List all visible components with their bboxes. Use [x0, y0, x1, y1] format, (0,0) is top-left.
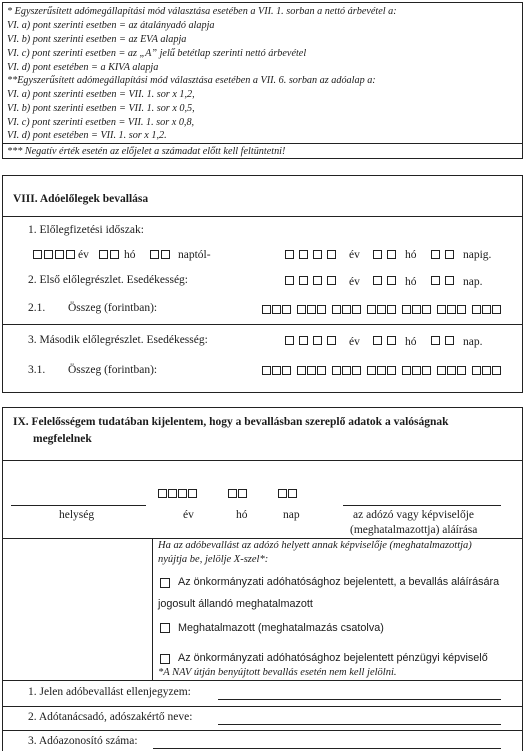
- amount-digit-box[interactable]: [422, 366, 431, 375]
- day-label: naptól-: [178, 249, 211, 261]
- digit-box[interactable]: [387, 250, 396, 259]
- amount-digit-box[interactable]: [412, 305, 421, 314]
- amount-digit-box[interactable]: [307, 305, 316, 314]
- note-line: VI. b) pont szerinti esetben = az EVA alapja: [7, 34, 187, 45]
- digit-box[interactable]: [299, 336, 308, 345]
- option-label: Az önkormányzati adóhatósághoz bejelentett pénzügyi képviselő: [178, 652, 488, 664]
- digit-box[interactable]: [99, 250, 108, 259]
- amount-digit-box[interactable]: [457, 366, 466, 375]
- amount-digit-box[interactable]: [387, 366, 396, 375]
- signature-label: az adózó vagy képviselője: [353, 509, 475, 521]
- tax-id-input[interactable]: [153, 748, 501, 749]
- amount-digit-box[interactable]: [282, 366, 291, 375]
- note-line: * Egyszerűsített adómegállapítási mód választása esetében a VII. 1. sorban a nettó árbevétel a:: [7, 6, 397, 17]
- signature-line: [343, 505, 501, 506]
- place-label: helység: [59, 509, 95, 521]
- amount-digit-box[interactable]: [402, 305, 411, 314]
- amount-digit-box[interactable]: [352, 366, 361, 375]
- amount-digit-box[interactable]: [272, 366, 281, 375]
- amount-label: Összeg (forintban):: [68, 364, 158, 376]
- row-number: 3.1.: [28, 364, 46, 376]
- digit-box[interactable]: [313, 276, 322, 285]
- section-ix-title: IX. Felelősségem tudatában kijelentem, hogy a bevallásban szereplő adatok a valóságnak: [13, 416, 449, 428]
- digit-box[interactable]: [299, 250, 308, 259]
- footnote: *A NAV útján benyújtott bevallás esetén nem kell jelölni.: [158, 667, 397, 678]
- amount-digit-box[interactable]: [422, 305, 431, 314]
- date-digit-box[interactable]: [178, 489, 187, 498]
- year-label: év: [349, 249, 360, 261]
- advisor-name-input[interactable]: [218, 724, 501, 725]
- month-label: hó: [405, 249, 417, 261]
- amount-digit-box[interactable]: [297, 366, 306, 375]
- digit-box[interactable]: [66, 250, 75, 259]
- digit-box[interactable]: [431, 250, 440, 259]
- month-label: hó: [236, 509, 248, 521]
- divider: [3, 680, 522, 681]
- digit-box[interactable]: [373, 250, 382, 259]
- digit-box[interactable]: [55, 250, 64, 259]
- month-label: hó: [405, 276, 417, 288]
- countersign-input[interactable]: [218, 699, 501, 700]
- amount-digit-box[interactable]: [482, 366, 491, 375]
- amount-digit-box[interactable]: [342, 305, 351, 314]
- option-label: jogosult állandó meghatalmazott: [158, 598, 313, 610]
- digit-box[interactable]: [431, 276, 440, 285]
- amount-digit-box[interactable]: [377, 366, 386, 375]
- divider: [3, 143, 522, 144]
- notes-box: [2, 2, 523, 159]
- divider: [3, 730, 522, 731]
- year-label: év: [183, 509, 194, 521]
- amount-digit-box[interactable]: [402, 366, 411, 375]
- countersign-label: 1. Jelen adóbevallást ellenjegyzem:: [28, 686, 191, 698]
- divider: [3, 216, 522, 217]
- divider: [3, 324, 522, 325]
- amount-digit-box[interactable]: [342, 366, 351, 375]
- day-label: nap.: [463, 276, 483, 288]
- date-digit-box[interactable]: [278, 489, 287, 498]
- place-line: [11, 505, 146, 506]
- notes-footer: *** Negatív érték esetén az előjelet a számadat előtt kell feltüntetni!: [7, 146, 286, 157]
- digit-box[interactable]: [161, 250, 170, 259]
- note-line: VI. c) pont szerinti esetben = VII. 1. sor x 0,8,: [7, 117, 195, 128]
- amount-digit-box[interactable]: [377, 305, 386, 314]
- date-digit-box[interactable]: [228, 489, 237, 498]
- amount-digit-box[interactable]: [472, 305, 481, 314]
- amount-digit-box[interactable]: [352, 305, 361, 314]
- amount-digit-box[interactable]: [457, 305, 466, 314]
- note-line: VI. d) pont esetében = a KIVA alapja: [7, 62, 159, 73]
- amount-digit-box[interactable]: [447, 305, 456, 314]
- amount-digit-box[interactable]: [272, 305, 281, 314]
- amount-digit-box[interactable]: [482, 305, 491, 314]
- amount-digit-box[interactable]: [317, 305, 326, 314]
- digit-box[interactable]: [299, 276, 308, 285]
- advisor-name-label: 2. Adótanácsadó, adószakértő neve:: [28, 711, 193, 723]
- note-line: VI. b) pont szerinti esetben = VII. 1. sor x 0,5,: [7, 103, 195, 114]
- option-label: Meghatalmazott (meghatalmazás csatolva): [178, 622, 384, 634]
- amount-digit-box[interactable]: [447, 366, 456, 375]
- section-ix: [2, 407, 523, 751]
- divider: [3, 538, 522, 539]
- divider: [3, 706, 522, 707]
- amount-digit-box[interactable]: [332, 366, 341, 375]
- row-number: 2.1.: [28, 302, 46, 314]
- month-label: hó: [405, 336, 417, 348]
- digit-box[interactable]: [313, 250, 322, 259]
- amount-digit-box[interactable]: [387, 305, 396, 314]
- year-label: év: [349, 336, 360, 348]
- amount-digit-box[interactable]: [412, 366, 421, 375]
- option-label: Az önkormányzati adóhatósághoz bejelentett, a bevallás aláírására: [178, 576, 500, 588]
- amount-label: Összeg (forintban):: [68, 302, 158, 314]
- amount-digit-box[interactable]: [437, 305, 446, 314]
- year-label: év: [349, 276, 360, 288]
- digit-box[interactable]: [285, 336, 294, 345]
- amount-digit-box[interactable]: [367, 305, 376, 314]
- digit-box[interactable]: [373, 336, 382, 345]
- digit-box[interactable]: [313, 336, 322, 345]
- checkbox-permanent-proxy[interactable]: [160, 578, 170, 588]
- digit-box[interactable]: [387, 336, 396, 345]
- day-label: napig.: [463, 249, 492, 261]
- note-line: VI. c) pont szerinti esetben = az „A” jelű betétlap szerinti nettó árbevétel: [7, 48, 307, 59]
- digit-box[interactable]: [33, 250, 42, 259]
- digit-box[interactable]: [373, 276, 382, 285]
- date-digit-box[interactable]: [158, 489, 167, 498]
- digit-box[interactable]: [285, 276, 294, 285]
- amount-digit-box[interactable]: [492, 305, 501, 314]
- amount-digit-box[interactable]: [317, 366, 326, 375]
- note-line: **Egyszerűsített adómegállapítási mód választása esetében a VII. 6. sorban az adóalap a:: [7, 75, 376, 86]
- amount-digit-box[interactable]: [282, 305, 291, 314]
- year-label: év: [78, 249, 89, 261]
- digit-box[interactable]: [285, 250, 294, 259]
- amount-digit-box[interactable]: [262, 366, 271, 375]
- digit-box[interactable]: [150, 250, 159, 259]
- amount-digit-box[interactable]: [492, 366, 501, 375]
- digit-box[interactable]: [327, 276, 336, 285]
- month-label: hó: [124, 249, 136, 261]
- note-line: VI. a) pont szerinti esetben = az átalányadó alapja: [7, 20, 215, 31]
- period-label: 1. Előlegfizetési időszak:: [28, 224, 144, 236]
- representative-instruction: Ha az adóbevallást az adózó helyett annak képviselője (meghatalmazottja): [158, 540, 472, 551]
- amount-digit-box[interactable]: [332, 305, 341, 314]
- digit-box[interactable]: [431, 336, 440, 345]
- representative-instruction: nyújtja be, jelölje X-szel*:: [158, 554, 269, 565]
- note-line: VI. d) pont esetében = VII. 1. sor x 1,2.: [7, 130, 167, 141]
- first-installment-label: 2. Első előlegrészlet. Esedékesség:: [28, 274, 188, 286]
- amount-digit-box[interactable]: [297, 305, 306, 314]
- date-digit-box[interactable]: [288, 489, 297, 498]
- second-installment-label: 3. Második előlegrészlet. Esedékesség:: [28, 334, 208, 346]
- divider: [3, 460, 522, 461]
- amount-digit-box[interactable]: [262, 305, 271, 314]
- section-ix-title-cont: megfelelnek: [33, 433, 92, 445]
- digit-box[interactable]: [445, 276, 454, 285]
- digit-box[interactable]: [445, 336, 454, 345]
- digit-box[interactable]: [445, 250, 454, 259]
- day-label: nap: [283, 509, 300, 521]
- amount-digit-box[interactable]: [472, 366, 481, 375]
- checkbox-authorized-proxy[interactable]: [160, 623, 170, 633]
- digit-box[interactable]: [387, 276, 396, 285]
- tax-id-label: 3. Adóazonosító száma:: [28, 735, 138, 747]
- date-digit-box[interactable]: [168, 489, 177, 498]
- note-line: VI. a) pont szerinti esetben = VII. 1. sor x 1,2,: [7, 89, 195, 100]
- section-viii-title: VIII. Adóelőlegek bevallása: [13, 193, 149, 205]
- divider: [152, 538, 153, 680]
- signature-label: (meghatalmazottja) aláírása: [350, 524, 478, 536]
- section-viii: [2, 175, 523, 393]
- digit-box[interactable]: [44, 250, 53, 259]
- date-digit-box[interactable]: [238, 489, 247, 498]
- day-label: nap.: [463, 336, 483, 348]
- amount-digit-box[interactable]: [367, 366, 376, 375]
- amount-digit-box[interactable]: [307, 366, 316, 375]
- amount-digit-box[interactable]: [437, 366, 446, 375]
- digit-box[interactable]: [327, 336, 336, 345]
- date-digit-box[interactable]: [188, 489, 197, 498]
- digit-box[interactable]: [110, 250, 119, 259]
- checkbox-financial-representative[interactable]: [160, 654, 170, 664]
- digit-box[interactable]: [327, 250, 336, 259]
